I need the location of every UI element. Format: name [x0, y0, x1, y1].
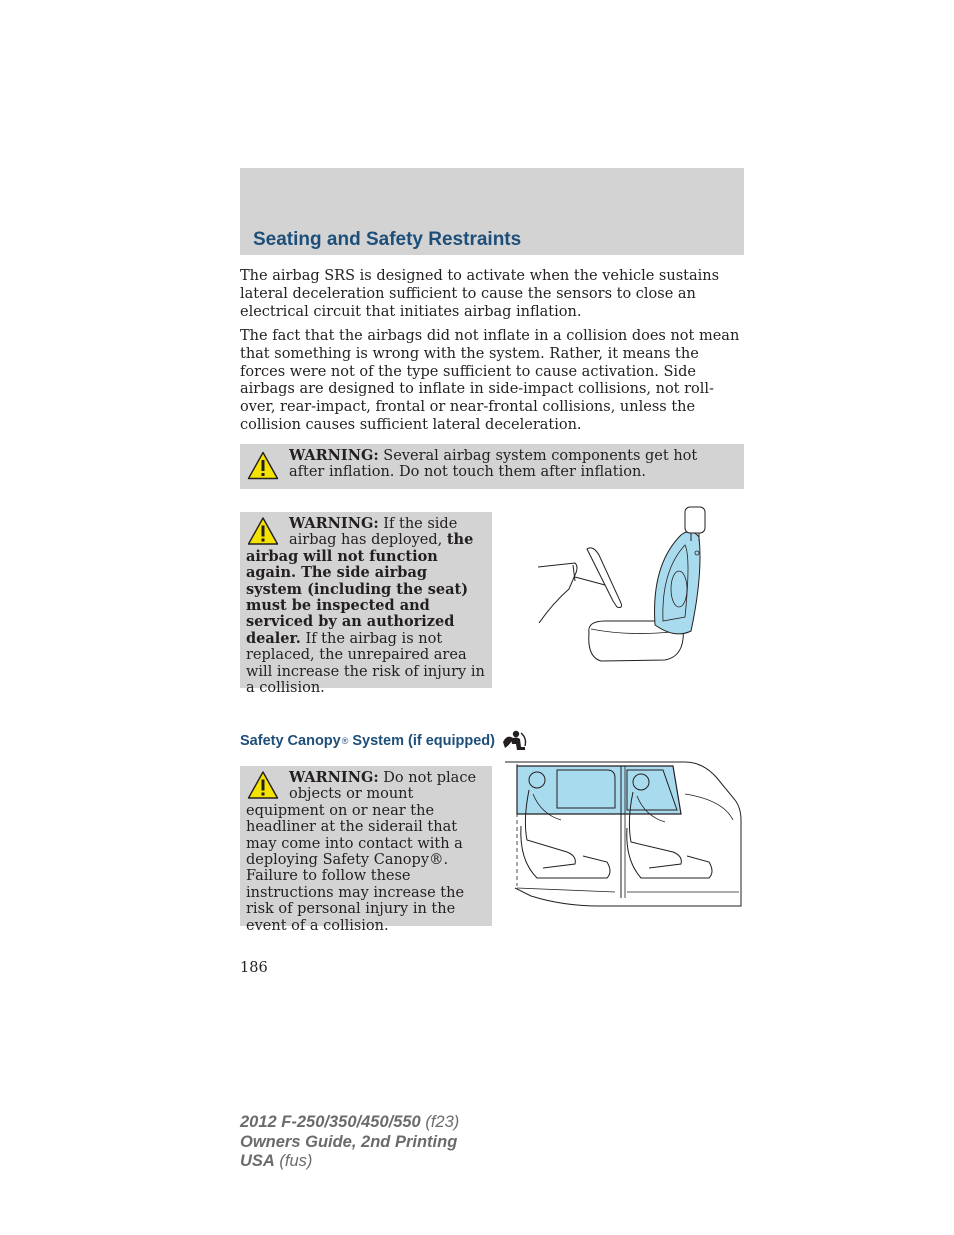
footer-line-1	[240, 1113, 459, 1133]
warning-label: WARNING:	[289, 515, 379, 532]
section-heading-safety-canopy	[240, 730, 529, 752]
paragraph-1: The airbag SRS is designed to activate when the vehicle sustains lateral deceleration sufficient to cause the sensors to close an electrical circuit that initiates airbag inflation.	[240, 268, 720, 320]
footer-market: USA	[240, 1152, 275, 1170]
warning-triangle-icon	[246, 770, 289, 800]
warning-body: Several airbag system components get hot after inflation. Do not touch them after inflation.	[289, 448, 698, 481]
section-title-suffix: System (if equipped)	[352, 733, 495, 749]
warning-box-hot-components	[240, 444, 744, 489]
warning-box-headliner	[240, 766, 492, 934]
warning-triangle-icon	[246, 516, 289, 546]
footer-market-code: (fus)	[274, 1152, 313, 1170]
warning-box-side-airbag	[240, 512, 492, 697]
warning-text	[246, 770, 486, 934]
footer-printing: Owners Guide, 2nd Printing	[240, 1132, 458, 1151]
footer-model-code: (f23)	[420, 1113, 460, 1131]
section-title: Safety Canopy	[240, 733, 341, 749]
side-airbag-seat-illustration	[535, 505, 745, 665]
page-number: 186	[240, 960, 268, 976]
header-band	[240, 168, 744, 255]
page-title: Seating and Safety Restraints	[253, 229, 522, 250]
footer-line-2	[240, 1133, 459, 1153]
paragraph-2: The fact that the airbags did not inflate in a collision does not mean that something is wrong with the system. Rather, it means the forces were not of the type sufficient to cause activation. Side airbags are designed to inflate in side-impact collisions, not roll-over, rear-impact, frontal or near-frontal collisions, unless the collision causes sufficient lateral deceleration.	[240, 328, 740, 433]
warning-body-a: If the side airbag has deployed,	[289, 516, 458, 549]
warning-label: WARNING:	[289, 447, 379, 464]
warning-body: Do not place objects or mount equipment on or near the headliner at the siderail that may come into contact with a deploying Safety Canopy®. Failure to follow these instructions may increase the risk of personal injury in the event of a collision.	[246, 770, 477, 934]
safety-canopy-vehicle-illustration	[503, 760, 745, 910]
warning-text	[289, 448, 729, 481]
warning-label: WARNING:	[289, 769, 379, 786]
footer-model: 2012 F-250/350/450/550	[240, 1113, 421, 1131]
warning-body-b: If the airbag is not replaced, the unrepaired area will increase the risk of injury in a collision.	[246, 630, 485, 697]
registered-mark: ®	[341, 736, 349, 746]
document-footer	[240, 1113, 459, 1172]
safety-canopy-icon	[499, 730, 529, 752]
warning-text	[246, 516, 486, 696]
footer-line-3	[240, 1152, 459, 1172]
warning-triangle-icon	[247, 451, 279, 480]
warning-body-bold: the airbag will not function again. The side airbag system (including the seat) must be inspected and serviced by an authorized dealer.	[246, 531, 474, 647]
